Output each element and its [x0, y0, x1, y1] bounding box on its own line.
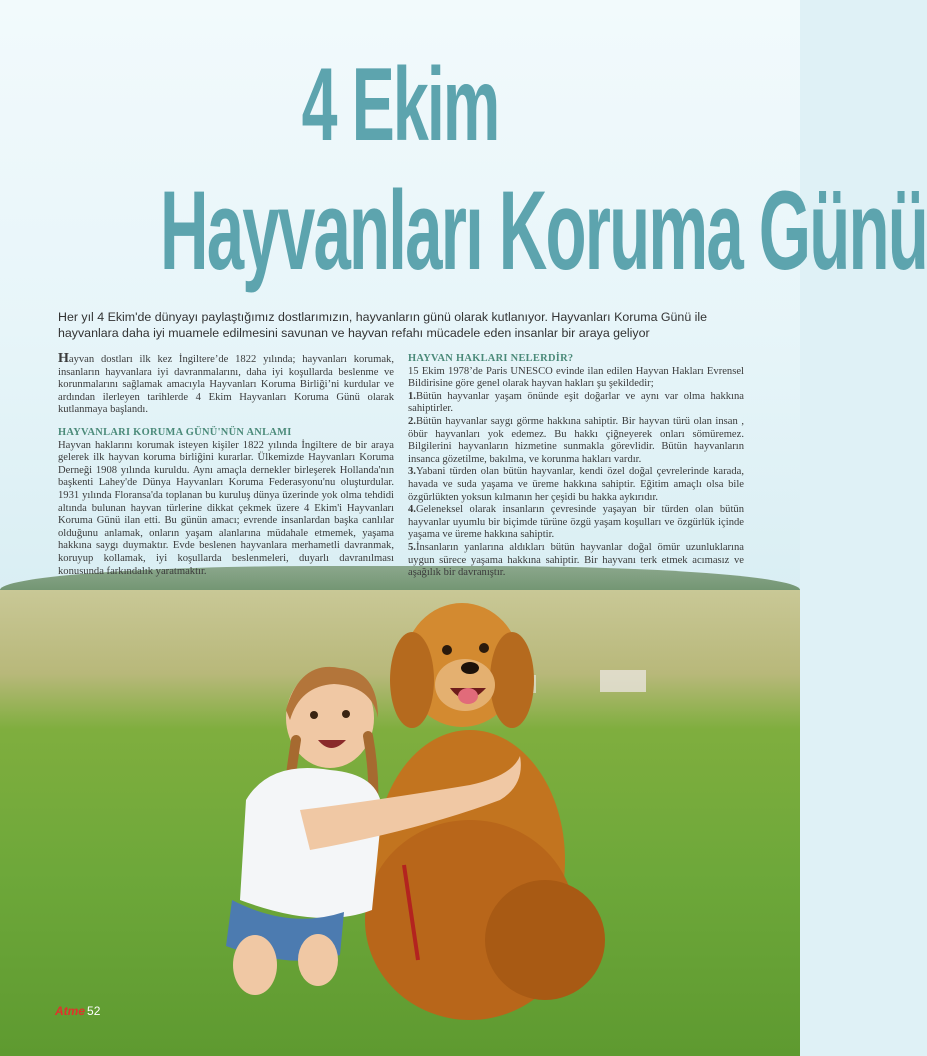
right-column	[408, 353, 744, 580]
lead-paragraph: Her yıl 4 Ekim'de dünyayı paylaştığımız dostlarımızın, hayvanların günü olarak kutlanıyor. Hayvanları Koruma Günü ile hayvanlara daha iyi muamele edilmesini savunan ve hayvan refahı mücadele eden insanlar bir araya geliyor	[58, 310, 708, 340]
body-paragraph: Hayvan haklarını korumak isteyen kişiler 1822 yılında İngiltere de bir araya gelerek ilk hayvan koruma birliğini kurarlar. Ülkemizde Hayvanları Koruma Derneği 1908 yılında kuruldu. Aynı amaçla dernekler birleşerek Hollanda'nın başkenti Lahey'de Dünya Hayvanları Koruma Federasyonu'nu oluşturdular. 1931 yılında Floransa'da toplanan bu kuruluş dünya üzerinde yok olma tehdidi altında bulunan hayvan türlerine dikkat çekmek üzere 4 Ekim'i Hayvanları Koruma Günü ilan etti. Bu günün amacı; evrende insanlardan başka canlılar olduğunu anlamak, onların yaşam alanlarına müdahale etmemek, yaşama hakkına saygı duymaktır. Evde beslenen hayvanlara merhametli davranmak, koruyup kollamak, iyi koşullarda beslenmeleri, duyarlı davranılması konusunda farkındalık yaratmaktır.	[58, 439, 394, 577]
item-text: Geleneksel olarak insanların çevresinde yaşayan bir türden olan bütün hayvanlar uyumlu bir biçimde türüne özgü yaşam koşulları ve özgürlük içinde yaşama ve üreme hakkına sahiptir.	[408, 504, 744, 541]
list-item	[408, 504, 744, 542]
intro-paragraph: 15 Ekim 1978’de Paris UNESCO evinde ilan edilen Hayvan Hakları Evrensel Bildirisine göre genel olarak hayvan hakları şu şekildedir;	[408, 365, 744, 390]
item-number: 3.	[408, 466, 416, 478]
item-text: Bütün hayvanlar saygı görme hakkına sahiptir. Bir hayvan türü olan insan , öbür hayvanları yok edemez. Bu hakkı çiğneyerek onları sömüremez. Bilgilerini hayvanların hizmetine sunmakla görevlidir. Bütün hayvanların insanca gözetilme, bakılma, ve korunma hakları vardır.	[408, 415, 744, 465]
item-number: 5.	[408, 541, 416, 553]
list-item	[408, 466, 744, 504]
page-footer	[55, 1004, 100, 1018]
left-column	[58, 353, 394, 578]
intro-text: ayvan dostları ilk kez İngiltere’de 1822 yılında; hayvanları korumak, insanların hayvanlara iyi davranmalarını, daha iyi koşullarda beslenme ve korunmalarını sağlamak amacıyla Hayvanları Koruma Birliği’ni kurdular ve ardından ilerleyen tarihlerde 4 Ekim Hayvanları Koruma Günü olarak kutlanmaya başlandı.	[58, 354, 394, 416]
title-line-2: Hayvanları Koruma Günü	[159, 168, 927, 293]
title-line-1: 4 Ekim	[301, 47, 499, 163]
list-item	[408, 391, 744, 416]
page-number: 52	[87, 1004, 101, 1018]
item-number: 1.	[408, 390, 416, 402]
item-text: Yabani türden olan bütün hayvanlar, kendi özel doğal çevrelerinde karada, havada ve suda yaşama ve üreme hakkına sahiptir. Eğitim amaçlı olsa bile özgürlükten yoksun kılmanın her çeşidi bu hakka aykırıdır.	[408, 466, 744, 503]
girl-and-dog-photo	[0, 560, 800, 1056]
item-number: 2.	[408, 415, 416, 427]
item-number: 4.	[408, 504, 416, 516]
dropcap: H	[58, 351, 69, 366]
intro-paragraph	[58, 353, 394, 417]
magazine-logo: Atme	[55, 1004, 86, 1018]
section-heading: HAYVANLARI KORUMA GÜNÜ'NÜN ANLAMI	[58, 426, 292, 438]
list-item	[408, 416, 744, 466]
item-text: Bütün hayvanlar yaşam önünde eşit doğarlar ve aynı var olma hakkına sahiptirler.	[408, 390, 744, 415]
list-item	[408, 542, 744, 580]
item-text: İnsanların yanlarına aldıkları bütün hayvanlar doğal ömür uzunluklarına uygun sürece yaşama hakkına sahiptir. Bir hayvanı terk etmek acımasız ve aşağılık bir davranıştır.	[408, 541, 744, 579]
section-heading: HAYVAN HAKLARI NELERDİR?	[408, 353, 574, 364]
